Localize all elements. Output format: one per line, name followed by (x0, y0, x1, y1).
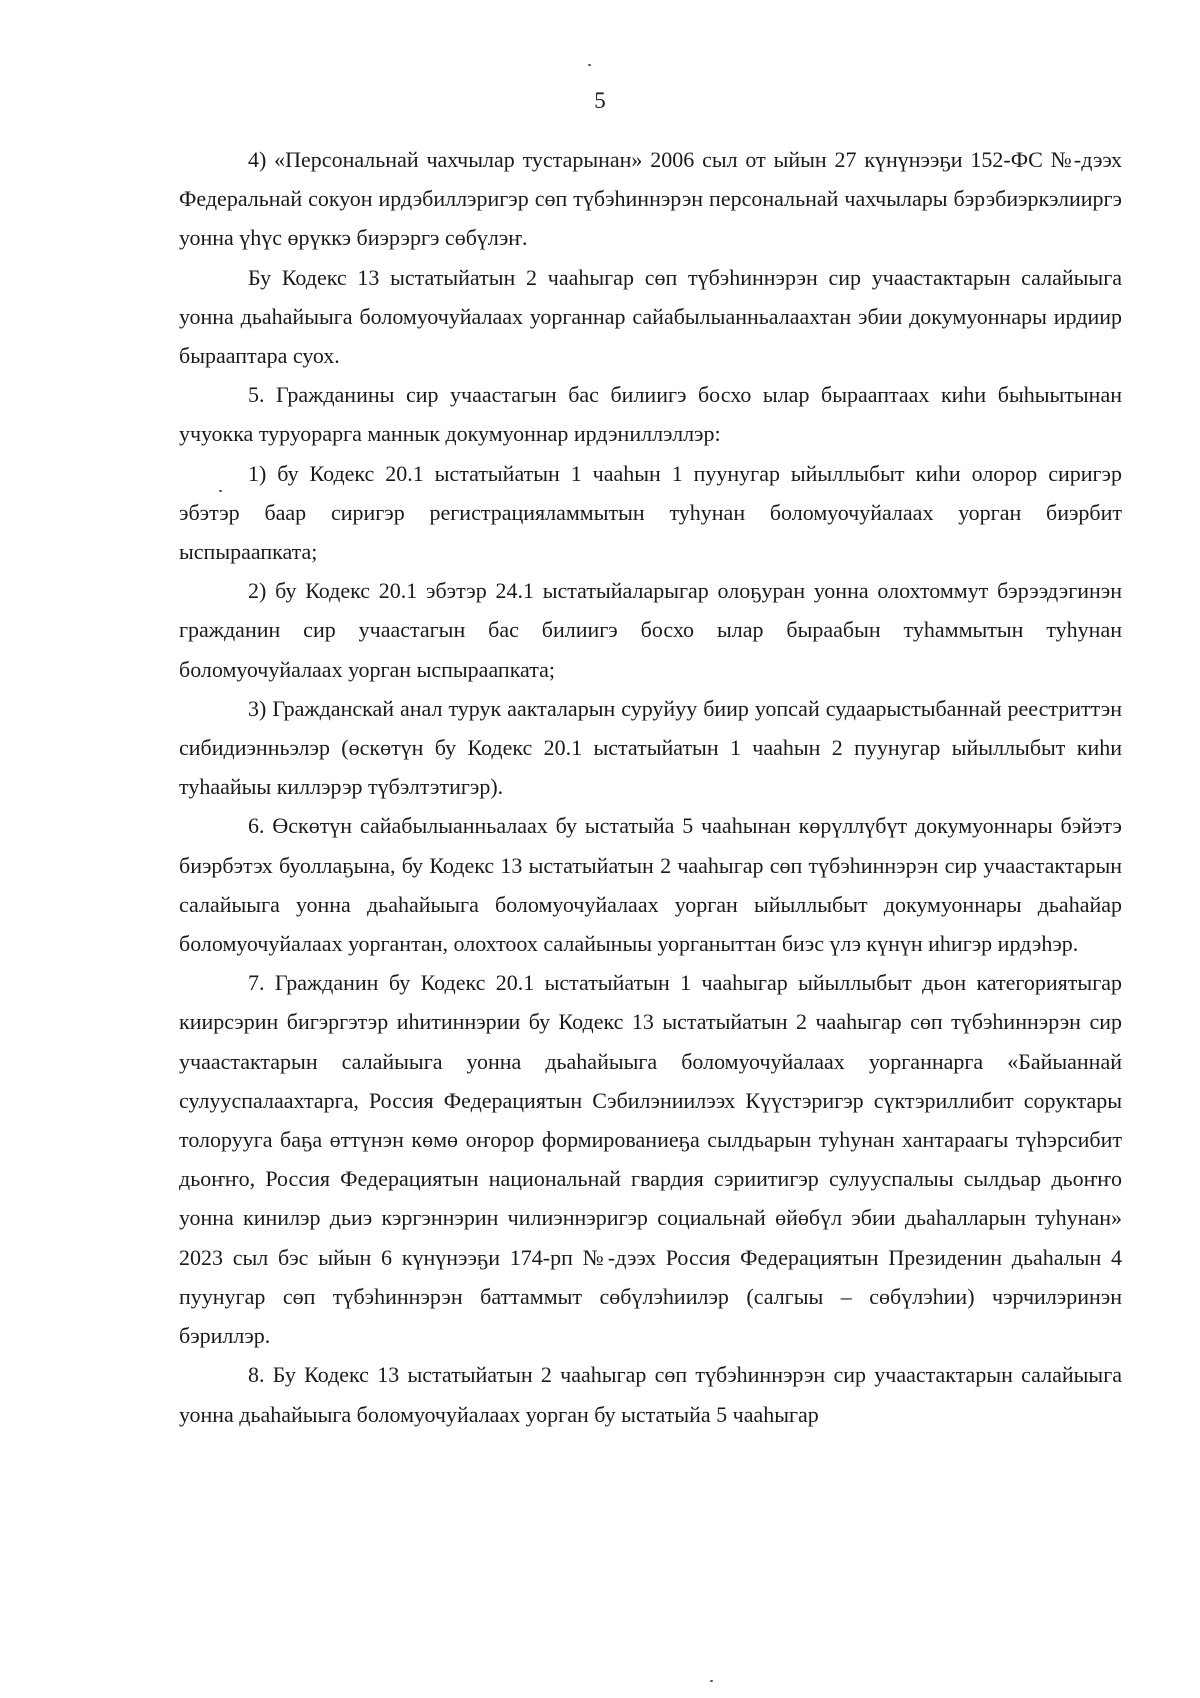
paragraph: 4) «Персональнай чахчылар тустарынан» 2006 сыл от ыйын 27 күнүнээҕи 152-ФС №-дээх Федеральнай сокуон ирдэбиллэригэр сөп түбэһиннэрэн персональнай чахчылары бэрэбиэркэлииргэ уонна үһүс өрүккэ биэрэргэ сөбүлэҥ. (179, 147, 1122, 251)
scan-speck (710, 1680, 713, 1682)
paragraph: Бу Кодекс 13 ыстатыйатын 2 чааһыгар сөп түбэһиннэрэн сир учаастактарын салайыыга уонна дьаһайыыга боломуочуйалаах уорганнар сайабылыанньалаахтан эбии докумуоннары ирдиир бырааптара суох. (179, 264, 1122, 369)
paragraph: 3) Гражданскай анал турук аакталарын суруйуу биир уопсай судаарыстыбаннай реестриттэн сибидиэнньэлэр (өскөтүн бу Кодекс 20.1 ыстатыйатын 1 чааһын 2 пуунугар ыйыллыбыт киһи туһаайыы киллэрэр түбэлтэтигэр). (179, 695, 1122, 800)
document-body (179, 140, 1122, 1434)
paragraph: 8. Бу Кодекс 13 ыстатыйатын 2 чааһыгар сөп түбэһиннэрэн сир учаастактарын салайыыга уонна дьаһайыыга боломуочуйалаах уорган бу ыстатыйа 5 чааһыгар (179, 1362, 1122, 1427)
paragraph: 1) бу Кодекс 20.1 ыстатыйатын 1 чааһын 1 пуунугар ыйыллыбыт киһи олорор сиригэр эбэтэр баар сиригэр регистрацияламмытын туһунан боломуочуйалаах уорган биэрбит ыспыраапката; (179, 460, 1122, 565)
paragraph: 5. Гражданины сир учаастагын бас билиигэ босхо ылар бырааптаах киһи быһыытынан учуокка туруорарга маннык докумуоннар ирдэниллэллэр: (179, 382, 1122, 447)
page-number: 5 (594, 88, 606, 113)
scan-speck (588, 64, 591, 66)
paragraph: 2) бу Кодекс 20.1 эбэтэр 24.1 ыстатыйаларыгар олоҕуран уонна олохтоммут бэрээдэгинэн гражданин сир учаастагын бас билиигэ босхо ылар быраабын туһаммытын туһунан боломуочуйалаах уорган ыспыраапката; (179, 578, 1122, 682)
paragraph: 6. Өскөтүн сайабылыанньалаах бу ыстатыйа 5 чааһынан көрүллүбүт докумуоннары бэйэтэ биэрбэтэх буоллаҕына, бу Кодекс 13 ыстатыйатын 2 чааһыгар сөп түбэһиннэрэн сир учаастактарын салайыыга уонна дьаһайыыга боломуочуйалаах уорган ыйыллыбыт докумуоннары дьаһайар боломуочуйалаах уоргантан, олохтоох салайыныы уорганыттан биэс үлэ күнүн иһигэр ирдэһэр. (179, 813, 1122, 957)
paragraph: 7. Гражданин бу Кодекс 20.1 ыстатыйатын 1 чааһыгар ыйыллыбыт дьон категориятыгар киирсэрин бигэргэтэр иһитиннэрии бу Кодекс 13 ыстатыйатын 2 чааһыгар сөп түбэһиннэрэн сир учаастактарын салайыыга уонна дьаһайыыга боломуочуйалаах уорганнарга «Байыаннай сулууспалаахтарга, Россия Федерациятын Сэбилэниилээх Күүстэригэр сүктэриллибит соруктары толорууга баҕа өттүнэн көмө оҥорор формированиеҕа сылдьарын туһунан хантараагы түһэрсибит дьоҥҥо, Россия Федерациятын национальнай гвардия сэриитигэр сулууспалыы сылдьар дьоҥҥо уонна кинилэр дьиэ кэргэннэрин чилиэннэригэр социальнай өйөбүл эбии дьаһалларын туһунан» 2023 сыл бэс ыйын 6 күнүнээҕи 174-рп №-дээх Россия Федерациятын Президенин дьаһалын 4 пуунугар сөп түбэһиннэрэн баттаммыт сөбүлэһиилэр (салгыы – сөбүлэһии) чэрчилэринэн бэриллэр. (179, 970, 1122, 1349)
